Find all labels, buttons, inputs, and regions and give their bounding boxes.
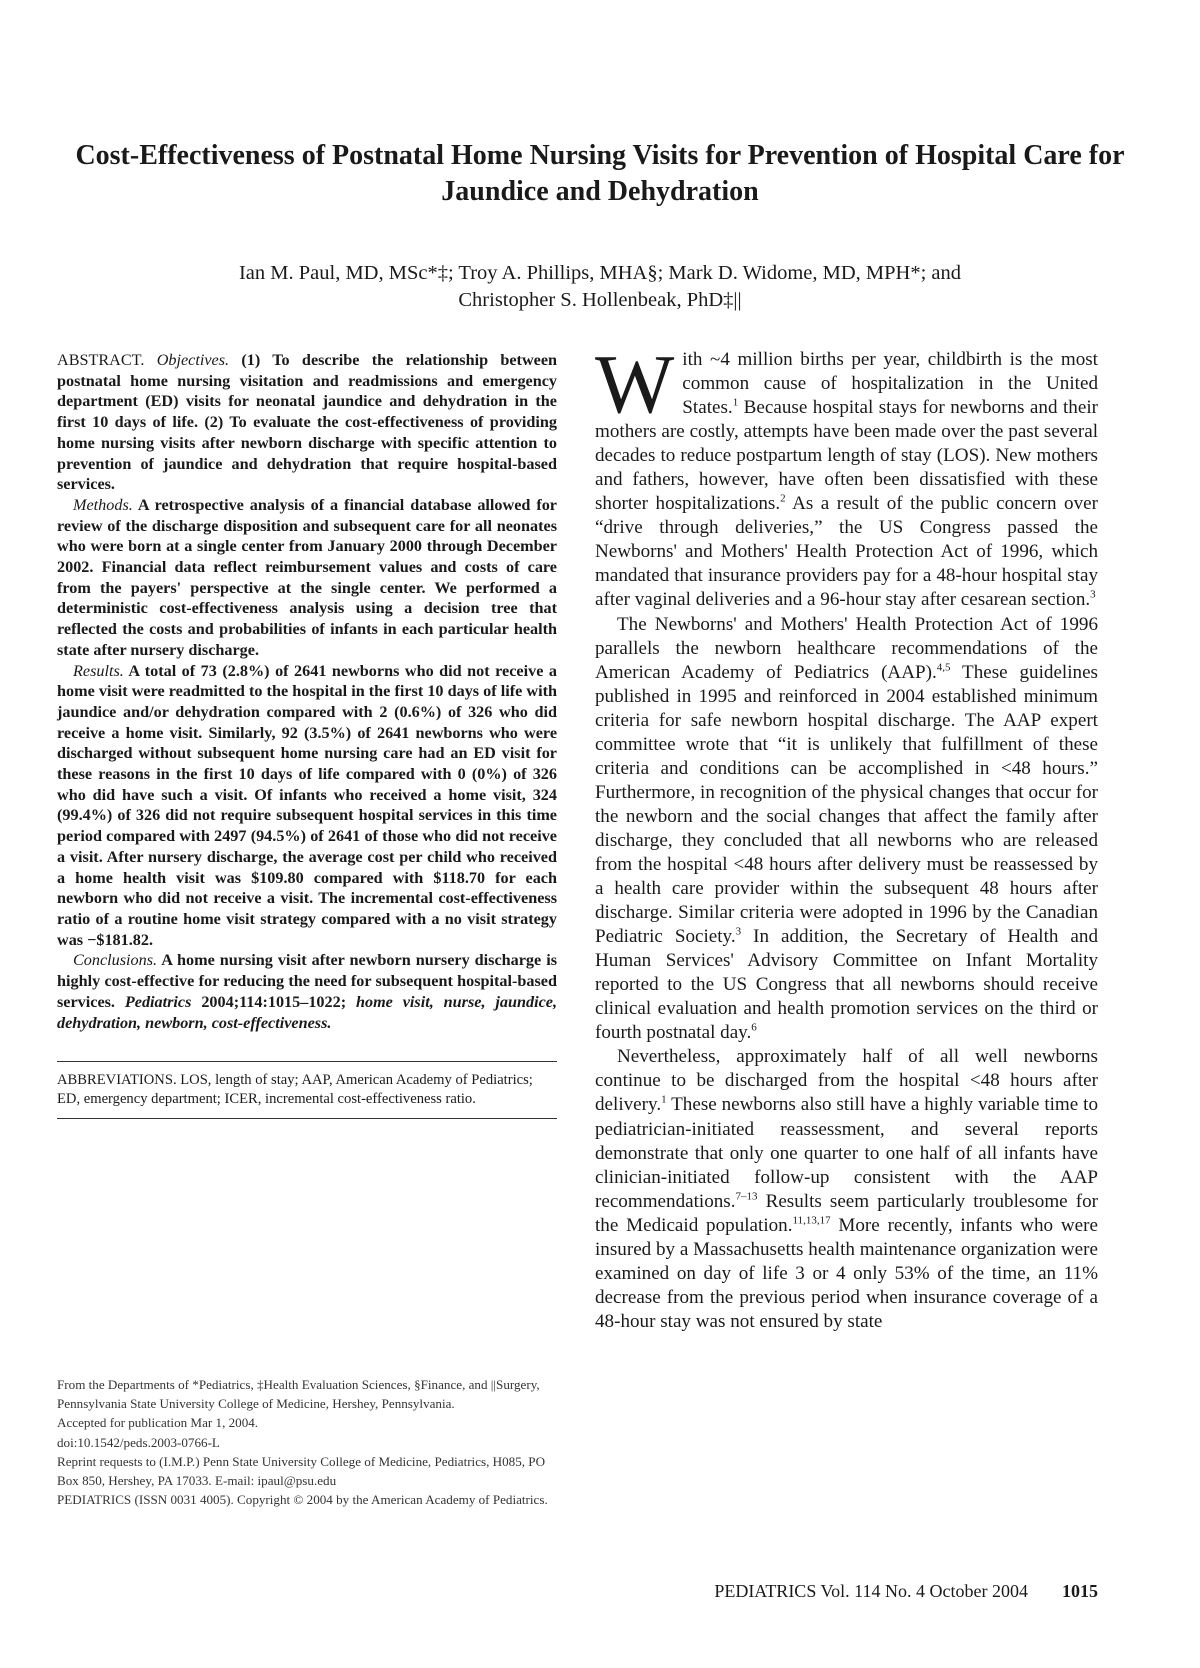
results-heading: Results. <box>73 661 124 680</box>
body-column <box>595 338 1098 1334</box>
body-text: ith ~4 million births per year, childbirth is the most common cause of hospitalization in the United States. <box>682 349 1098 419</box>
reference-marker: 2 <box>780 492 786 505</box>
page-footer <box>595 1580 1098 1602</box>
author-line-1: Ian M. Paul, MD, MSc*‡; Troy A. Phillips, MHA§; Mark D. Widome, MD, MPH*; and <box>238 262 962 284</box>
body-text: These guidelines published in 1995 and reinforced in 2004 established minimum criteria for safe newborn hospital discharge. The AAP expert committee wrote that “it is unlikely that fulfillment of these criteria and conditions can be accomplished in <48 hours.” Furthermore, in recognition of the physical changes that occur for the newborn and the social changes that affect the family after discharge, they concluded that all newborns who are released from the hospital <48 hours after delivery must be reassessed by a health care provider within the subsequent 48 hours after discharge. Similar criteria were adopted in 1996 by the Canadian Pediatric Society. <box>595 661 1098 948</box>
doi: doi:10.1542/peds.2003-0766-L <box>57 1434 220 1450</box>
body-paragraph-1 <box>595 338 1098 613</box>
author-line-2: Christopher S. Hollenbeak, PhD‡|| <box>458 289 742 311</box>
article-title: Cost-Effectiveness of Postnatal Home Nursing Visits for Prevention of Hospital Care for Jaundice and Dehydration <box>75 140 1125 207</box>
conclusions-text: A home nursing visit after newborn nursery discharge is highly cost-effective for reducing the need for subsequent hospital-based services. <box>57 951 557 1011</box>
body-paragraph-2 <box>595 613 1098 1046</box>
page-number: 1015 <box>1062 1581 1098 1601</box>
abstract-label: ABSTRACT. <box>57 351 145 369</box>
accepted-date: Accepted for publication Mar 1, 2004. <box>57 1415 259 1431</box>
body-text: In addition, the Secretary of Health and Human Services' Advisory Committee on Infant Mortality reported to the US Congress that all newborns should receive clinical evaluation and health promotion services on the third or fourth postnatal day. <box>595 926 1098 1044</box>
body-text: Because hospital stays for newborns and their mothers are costly, attempts have been made over the past several decades to reduce postpartum length of stay (LOS). New mothers and fathers, however, have often been dissatisfied with these shorter hospitalizations. <box>595 397 1098 515</box>
body-text: Results seem particularly troublesome for the Medicaid population. <box>595 1190 1098 1236</box>
body-text: More recently, infants who were insured by a Massachusetts health maintenance organization were examined on day of life 3 or 4 only 53% of the time, an 11% decrease from the previous period when insurance coverage of a 48-hour stay was not ensured by state <box>595 1214 1098 1332</box>
body-text: As a result of the public concern over “drive through deliveries,” the US Congress passed the Newborns' and Mothers' Health Protection Act of 1996, which mandated that insurance providers pay for a 48-hour hospital stay after vaginal deliveries and a 96-hour stay after cesarean section. <box>595 493 1098 611</box>
copyright: PEDIATRICS (ISSN 0031 4005). Copyright © 2004 by the American Academy of Pediatrics. <box>57 1492 548 1508</box>
reference-marker: 11,13,17 <box>792 1214 831 1227</box>
reference-marker: 3 <box>735 925 742 938</box>
reprint-requests: Reprint requests to (I.M.P.) Penn State University College of Medicine, Pediatrics, H085, PO Box 850, Hershey, PA 17033. E-mail: ipaul@psu.edu <box>57 1453 546 1489</box>
body-text: Nevertheless, approximately half of all well newborns continue to be discharged from the hospital <48 hours after delivery. <box>595 1046 1098 1116</box>
abstract-results <box>57 661 557 951</box>
abstract-objectives <box>57 350 557 495</box>
methods-text: A retrospective analysis of a financial database allowed for review of the discharge disposition and subsequent care for all neonates who were born at a single center from January 2000 through December 2002. Financial data reflect reimbursement values and costs of care from the payers' perspective at the single center. We performed a deterministic cost-effectiveness analysis using a decision tree that reflected the costs and probabilities of infants in each particular health state after nursery discharge. <box>57 495 557 659</box>
abbreviations-box: ABBREVIATIONS. LOS, length of stay; AAP, American Academy of Pediatrics; ED, emergency department; ICER, incremental cost-effectiveness ratio. <box>57 1061 557 1119</box>
reference-marker: 3 <box>1090 589 1096 602</box>
body-text: The Newborns' and Mothers' Health Protection Act of 1996 parallels the newborn healthcare recommendations of the American Academy of Pediatrics (AAP). <box>595 613 1098 683</box>
reference-marker: 4,5 <box>936 661 951 674</box>
results-text: A total of 73 (2.8%) of 2641 newborns who did not receive a home visit were readmitted to the hospital in the first 10 days of life with jaundice and/or dehydration compared with 2 (0.6%) of 326 who did receive a home visit. Similarly, 92 (3.5%) of 2641 newborns who were discharged without subsequent home nursing care had an ED visit for these reasons in the first 10 days of life compared with 0 (0%) of 326 who did have such a visit. Of infants who received a home visit, 324 (99.4%) of 326 did not require subsequent hospital services in this time period compared with 2497 (94.5%) of 2641 of those who did not receive a visit. After nursery discharge, the average cost per child who received a home health visit was $109.80 compared with $118.70 for each newborn who did not receive a visit. The incremental cost-effectiveness ratio of a routine home visit strategy compared with a no visit strategy was −$181.82. <box>57 661 557 949</box>
citation-journal: Pediatrics <box>124 992 192 1011</box>
reference-marker: 6 <box>751 1021 757 1034</box>
abstract-conclusions <box>57 950 557 1033</box>
author-list <box>60 260 1140 314</box>
reference-marker: 1 <box>732 396 739 409</box>
drop-cap: W <box>595 338 675 431</box>
abstract <box>57 350 557 1033</box>
affiliations-footnote <box>57 1375 557 1509</box>
journal-issue: PEDIATRICS Vol. 114 No. 4 October 2004 <box>714 1581 1028 1601</box>
methods-heading: Methods. <box>73 495 133 514</box>
conclusions-heading: Conclusions. <box>73 951 158 970</box>
body-text: These newborns also still have a highly variable time to pediatrician-initiated reassessment, and several reports demonstrate that only one quarter to one half of all infants have clinician-initiated follow-up consistent with the AAP recommendations. <box>595 1094 1098 1212</box>
body-paragraph-3 <box>595 1045 1098 1334</box>
keywords: home visit, nurse, jaundice, dehydration, newborn, cost-effectiveness. <box>57 992 557 1032</box>
reference-marker: 1 <box>661 1094 667 1107</box>
affiliation-from: From the Departments of *Pediatrics, ‡Health Evaluation Sciences, §Finance, and ||Surgery, Pennsylvania State University College of Medicine, Hershey, Pennsylvania. <box>57 1377 540 1412</box>
reference-marker: 7–13 <box>735 1190 758 1203</box>
abstract-methods <box>57 495 557 661</box>
citation-details: 2004;114:1015–1022; <box>201 992 347 1011</box>
objectives-text: (1) To describe the relationship between postnatal home nursing visitation and readmissions and emergency department (ED) visits for neonatal jaundice and dehydration in the first 10 days of life. (2) To evaluate the cost-effectiveness of providing home nursing visits after newborn discharge with specific attention to prevention of jaundice and dehydration that require hospital-based services. <box>57 351 558 494</box>
left-column <box>57 350 557 1119</box>
objectives-heading: Objectives. <box>156 351 230 369</box>
